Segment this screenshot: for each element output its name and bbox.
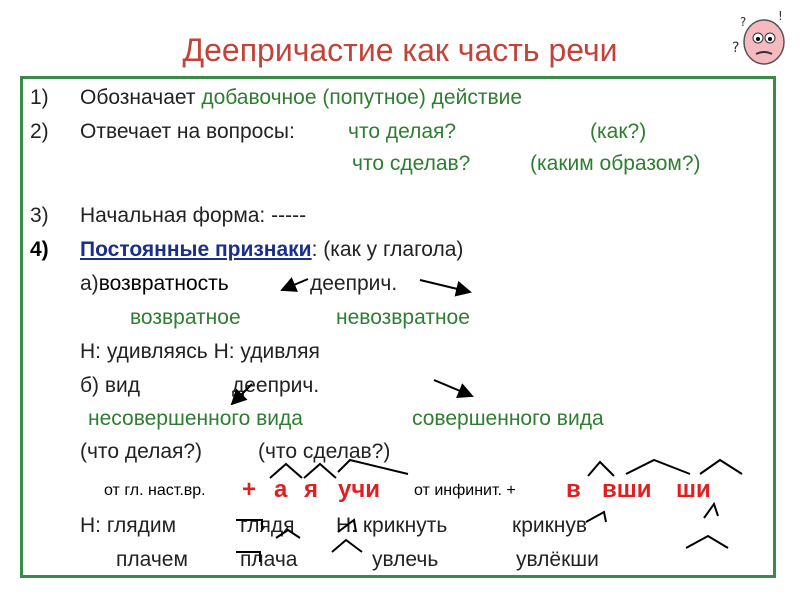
- item-2: Отвечает на вопросы:: [80, 120, 295, 143]
- suffix-bracket: [700, 460, 742, 474]
- example-glyadya: глядя: [240, 514, 295, 537]
- feature-a-deeprich: дееприч.: [310, 272, 398, 295]
- item-number-3: 3): [30, 204, 49, 227]
- feature-b-right: совершенного вида: [412, 407, 604, 430]
- item-4: Постоянные признаки: (как у глагола): [80, 238, 464, 261]
- ending-mark: [236, 520, 262, 530]
- question-kak: (как?): [590, 120, 647, 143]
- arrow-a-left: [282, 279, 308, 290]
- ending-mark: [704, 504, 718, 518]
- ending-mark: [338, 520, 356, 532]
- suffix-bracket: [304, 464, 336, 478]
- item-number-2: 2): [30, 120, 49, 143]
- item-number-1: 1): [30, 86, 49, 109]
- example-placha: плача: [240, 548, 298, 571]
- feature-a-example: Н: удивляясь Н: удивляя: [80, 340, 320, 363]
- ending-mark: [332, 540, 362, 552]
- ending-mark: [236, 552, 260, 562]
- example-uvlekshi: увлёкши: [516, 548, 599, 571]
- example-gladim: Н: глядим: [80, 514, 177, 537]
- ending-mark: [276, 530, 300, 538]
- ending-mark: [686, 536, 728, 548]
- arrow-a-right: [420, 280, 470, 292]
- question-kakim-obrazom: (каким образом?): [530, 152, 701, 175]
- suffix-plus: +: [242, 476, 257, 503]
- example-kriknuv: крикнув: [512, 514, 588, 537]
- item-number-4: 4): [30, 238, 49, 261]
- suffix-a: а: [274, 476, 288, 503]
- feature-a: а)возвратность: [80, 272, 229, 295]
- feature-b-left: несовершенного вида: [88, 407, 303, 430]
- suffix-bracket: [338, 460, 408, 474]
- suffix-uchi: учи: [338, 476, 381, 503]
- question-chto-delaya: что делая?: [348, 120, 457, 143]
- item-3: Начальная форма: -----: [80, 204, 307, 227]
- suffix-bracket: [588, 462, 614, 476]
- feature-b-q2: (что сделав?): [258, 440, 391, 463]
- feature-b: б) вид: [80, 374, 140, 397]
- svg-text:?: ?: [732, 40, 740, 56]
- suffix-shi: ши: [676, 476, 711, 503]
- arrow-b-right: [434, 380, 472, 396]
- suffix-from-present: от гл. наст.вр.: [104, 482, 206, 499]
- suffix-from-infinitive: от инфинит. +: [414, 482, 516, 499]
- svg-text:?: ?: [740, 15, 747, 29]
- question-chto-sdelav: что сделав?: [352, 152, 471, 175]
- ending-mark: [586, 512, 606, 522]
- feature-b-q1: (что делая?): [80, 440, 203, 463]
- suffix-v: в: [566, 476, 581, 503]
- suffix-vshi: вши: [602, 476, 652, 503]
- example-plachem: плачем: [116, 548, 188, 571]
- feature-a-right: невозвратное: [336, 306, 470, 329]
- feature-b-deeprich: дееприч.: [232, 374, 320, 397]
- svg-text:!: !: [778, 9, 783, 23]
- suffix-bracket: [270, 464, 302, 478]
- example-uvlech: увлечь: [372, 548, 439, 571]
- page-title: Деепричастие как часть речи: [182, 32, 618, 68]
- item-1: Обозначает добавочное (попутное) действие: [80, 86, 523, 109]
- example-kriknut: Н: крикнуть: [336, 514, 448, 537]
- suffix-bracket: [626, 460, 690, 474]
- feature-a-left: возвратное: [130, 306, 241, 329]
- suffix-ya: я: [304, 476, 319, 503]
- arrow-b-left: [232, 384, 252, 404]
